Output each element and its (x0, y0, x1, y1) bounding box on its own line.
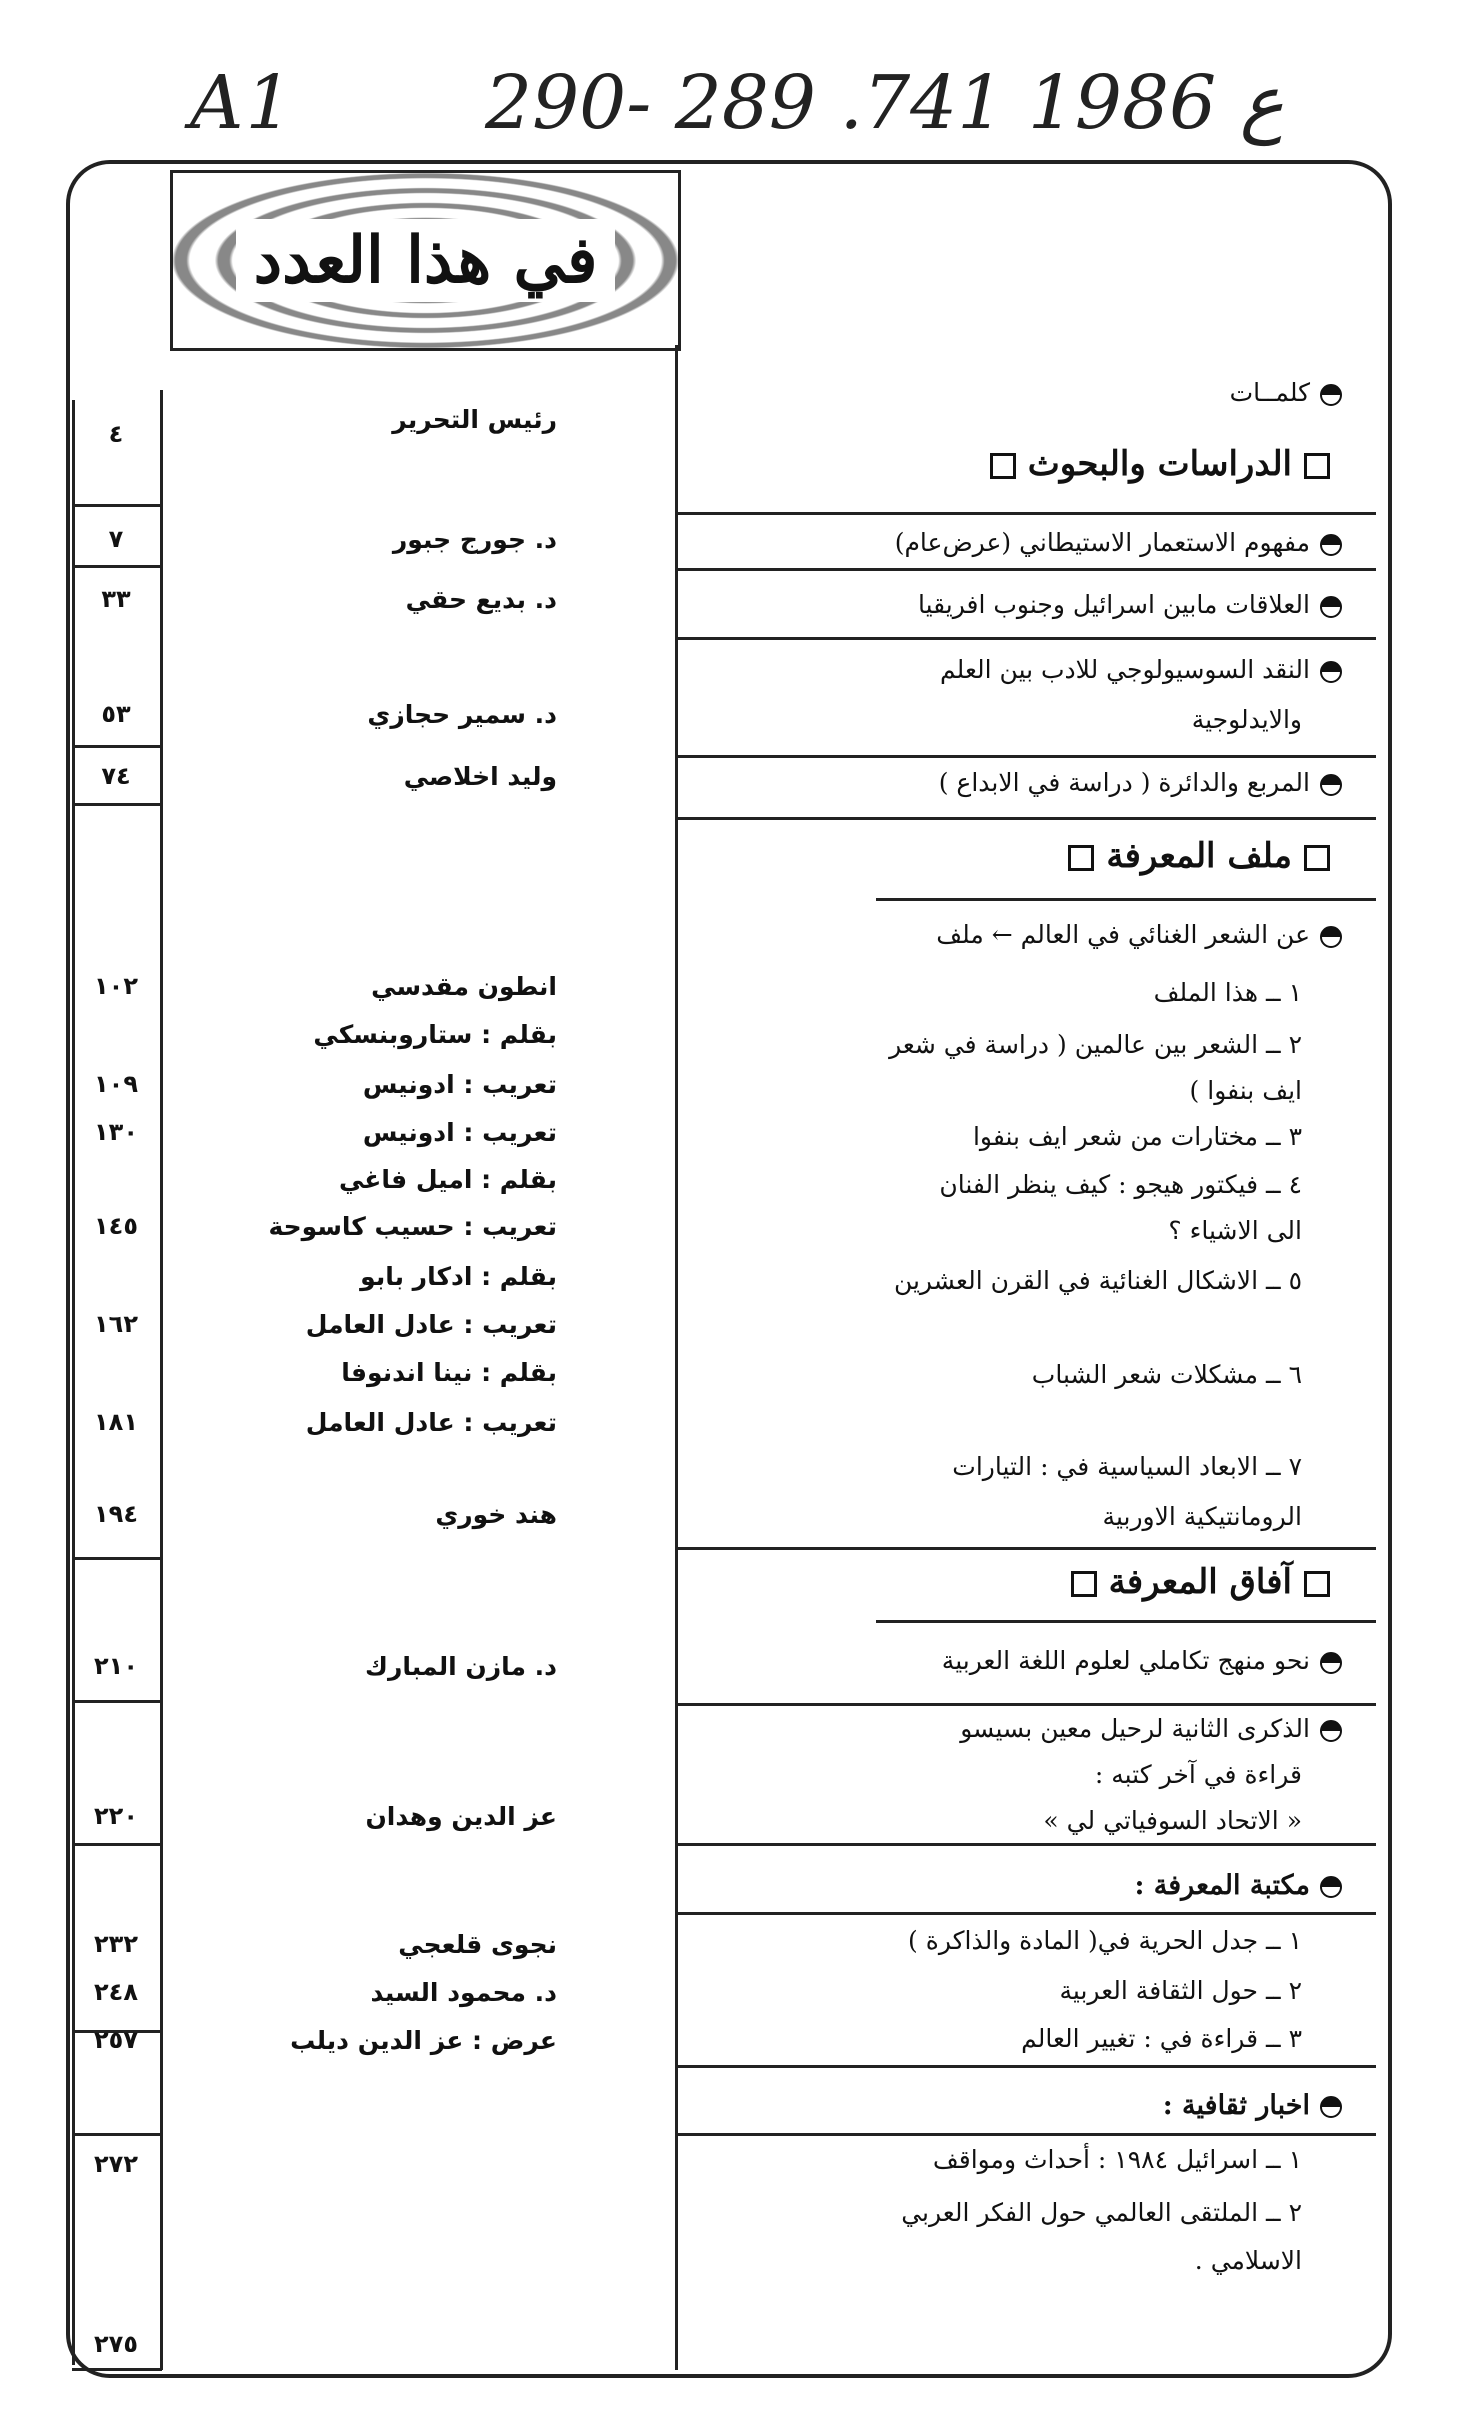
toc-title: الرومانتيكية الاوربية (1102, 1502, 1302, 1531)
toc-item-cont (1168, 1216, 1302, 1245)
author: بقلم : ادكار بابو (360, 1262, 557, 1291)
toc-title: ١ ــ هذا الملف (1153, 978, 1302, 1007)
page-number: ٣٣ (101, 585, 131, 613)
toc-item (942, 1646, 1342, 1675)
section-label: مكتبة المعرفة : (1134, 1870, 1310, 1901)
author: تعريب : عادل العامل (305, 1310, 557, 1339)
toc-item (901, 2198, 1302, 2227)
author: د. محمود السيد (370, 1978, 557, 2007)
bullet-icon (1320, 2096, 1342, 2118)
page-number: ٥٣ (101, 700, 131, 728)
bullet-icon (1320, 596, 1342, 618)
toc-title: الى الاشياء ؟ (1168, 1216, 1302, 1245)
separator (676, 2065, 1376, 2068)
bullet-icon (1320, 661, 1342, 683)
checkbox-icon (1071, 1571, 1097, 1597)
toc-title: نحو منهج تكاملي لعلوم اللغة العربية (941, 1646, 1310, 1675)
toc-title: الذكرى الثانية لرحيل معين بسيسو (960, 1714, 1310, 1743)
toc-item (908, 1926, 1302, 1955)
toc-title: النقد السوسيولوجي للادب بين العلم (940, 655, 1310, 684)
bullet-icon (1320, 1876, 1342, 1898)
author: د. جورج جبور (392, 525, 557, 554)
handwritten-code-right: 290- 289 .ع 1986 741 (485, 60, 1284, 146)
author: تعريب : ادونيس (362, 1118, 557, 1147)
page-number: ٢٤٨ (94, 1978, 138, 2006)
toc-title: « الاتحاد السوفياتي لي » (1043, 1806, 1302, 1835)
toc-title: عن الشعر الغنائي في العالم ← ملف (936, 920, 1310, 949)
bullet-icon (1320, 384, 1342, 406)
section-maktaba (1134, 1870, 1342, 1901)
page-number: ١٠٩ (94, 1070, 138, 1098)
author: د. بديع حقي (405, 585, 557, 614)
toc-title: ايف بنفوا ) (1189, 1076, 1302, 1105)
page-separator (72, 1843, 162, 1846)
author: بقلم : نينا اندنوفا (341, 1358, 557, 1387)
section-malaf (1056, 836, 1342, 876)
toc-item (973, 1122, 1302, 1151)
page-separator (72, 504, 162, 507)
bullet-icon (1320, 926, 1342, 948)
toc-title: ٦ ــ مشكلات شعر الشباب (1031, 1360, 1302, 1389)
section-label: كلمــات (1229, 378, 1310, 407)
page-number: ١٠٢ (94, 972, 138, 1000)
checkbox-icon (1304, 1571, 1330, 1597)
toc-item (1154, 978, 1302, 1007)
checkbox-icon (1068, 845, 1094, 871)
toc-title: ٣ ــ مختارات من شعر ايف بنفوا (972, 1122, 1302, 1151)
toc-title: قراءة في آخر كتبه : (1094, 1760, 1302, 1789)
divider-pages-left (72, 400, 75, 2365)
section-label: الدراسات والبحوث (1027, 444, 1292, 484)
toc-title: ٢ ــ حول الثقافة العربية (1059, 1976, 1302, 2005)
checkbox-icon (1304, 453, 1330, 479)
toc-item-cont (1192, 705, 1302, 734)
separator (876, 1620, 1376, 1623)
toc-item (889, 1030, 1302, 1059)
page-number: ٢٥٧ (94, 2026, 138, 2054)
toc-item (936, 920, 1342, 949)
page-number: ٧ (108, 525, 124, 553)
toc-title: ٥ ــ الاشكال الغنائية في القرن العشرين (893, 1266, 1302, 1295)
bullet-icon (1320, 774, 1342, 796)
toc-item-cont (1190, 1076, 1302, 1105)
page-separator (72, 565, 162, 568)
page-number: ١٤٥ (94, 1212, 138, 1240)
toc-title: مفهوم الاستعمار الاستيطاني (عرض‌عام) (894, 528, 1310, 557)
section-akhbar (1163, 2090, 1342, 2121)
toc-title: ٢ ــ الملتقى العالمي حول الفكر العربي (901, 2198, 1302, 2227)
bullet-icon (1320, 1720, 1342, 1742)
toc-item (952, 1452, 1302, 1481)
page-number: ١٨١ (94, 1408, 138, 1436)
bullet-icon (1320, 534, 1342, 556)
page-separator (72, 1700, 162, 1703)
toc-item-cont (1103, 1502, 1302, 1531)
divider-authors-pages (160, 390, 163, 2370)
toc-item (894, 1266, 1302, 1295)
author: تعريب : ادونيس (362, 1070, 557, 1099)
separator (676, 1843, 1376, 1846)
section-dirasat (978, 444, 1342, 484)
toc-item-cont (1043, 1806, 1302, 1835)
page-number: ٧٤ (101, 762, 131, 790)
page-number: ١٩٤ (94, 1500, 138, 1528)
page-number: ٢٣٢ (94, 1930, 138, 1958)
page-separator (72, 2133, 162, 2136)
page-title: في هذا العدد (236, 219, 616, 302)
toc-item-cont (1095, 1760, 1302, 1789)
toc-item (1060, 1976, 1302, 2005)
separator (676, 568, 1376, 571)
toc-title: ١ ــ جدل الحرية في( المادة والذاكرة ) (908, 1926, 1302, 1955)
section-kalimat (1230, 378, 1342, 407)
author: هند خوري (435, 1500, 557, 1529)
author: رئيس التحرير (392, 405, 557, 434)
author: تعريب : حسيب كاسوحة (268, 1212, 557, 1241)
author: عز الدين وهدان (365, 1802, 557, 1831)
page-separator (72, 803, 162, 806)
separator (676, 1547, 1376, 1550)
page-number: ٢٧٥ (94, 2330, 138, 2358)
toc-item (960, 1714, 1342, 1743)
page-number: ٢٧٢ (94, 2150, 138, 2178)
checkbox-icon (990, 453, 1016, 479)
author: بقلم : ستاروبنسكي (313, 1020, 557, 1049)
page-number: ١٣٠ (94, 1118, 138, 1146)
page-separator (72, 2368, 162, 2371)
checkbox-icon (1304, 845, 1330, 871)
author: د. مازن المبارك (365, 1652, 557, 1681)
section-label: اخبار ثقافية : (1162, 2090, 1310, 2121)
separator (676, 1703, 1376, 1706)
toc-item (939, 768, 1342, 797)
author: انطون مقدسي (371, 972, 557, 1001)
author: د. سمير حجازي (367, 700, 557, 729)
section-label: آفاق المعرفة (1108, 1562, 1292, 1602)
toc-item (918, 590, 1342, 619)
author: نجوى قلعجي (398, 1930, 557, 1959)
toc-title: الاسلامي . (1194, 2246, 1302, 2275)
author: تعريب : عادل العامل (305, 1408, 557, 1437)
page-number: ٤ (108, 420, 124, 448)
page-number: ١٦٢ (94, 1310, 138, 1338)
title-box (170, 170, 681, 351)
toc-item (1021, 2024, 1302, 2053)
separator (676, 755, 1376, 758)
separator (676, 637, 1376, 640)
toc-item-cont (1195, 2246, 1302, 2275)
toc-title: ٤ ــ فيكتور هيجو : كيف ينظر الفنان (939, 1170, 1302, 1199)
bullet-icon (1320, 1652, 1342, 1674)
toc-item (940, 655, 1342, 684)
toc-title: المربع والدائرة ( دراسة في الابداع ) (938, 768, 1310, 797)
separator (676, 817, 1376, 820)
page-separator (72, 745, 162, 748)
author: عرض : عز الدين ديلب (290, 2026, 557, 2055)
section-afaq (1059, 1562, 1342, 1602)
separator (676, 512, 1376, 515)
toc-title: ٣ ــ قراءة في : تغيير العالم (1021, 2024, 1302, 2053)
toc-item (939, 1170, 1302, 1199)
handwritten-code-left: A1 (190, 60, 295, 146)
separator (876, 898, 1376, 901)
page-number: ٢١٠ (94, 1652, 138, 1680)
toc-item (895, 528, 1342, 557)
toc-title: ٧ ــ الابعاد السياسية في : التيارات (952, 1452, 1302, 1481)
toc-title: ١ ــ اسرائيل ١٩٨٤ : أحداث ومواقف (932, 2145, 1302, 2174)
section-label: ملف المعرفة (1106, 836, 1292, 876)
page-number: ٢٢٠ (94, 1802, 138, 1830)
separator (676, 2133, 1376, 2136)
toc-item (1032, 1360, 1302, 1389)
toc-item (933, 2145, 1302, 2174)
toc-title: ٢ ــ الشعر بين عالمين ( دراسة في شعر (889, 1030, 1302, 1059)
author: وليد اخلاصي (403, 762, 557, 791)
page-separator (72, 1557, 162, 1560)
author: بقلم : اميل فاغي (339, 1165, 557, 1194)
toc-title: والايدلوجية (1191, 705, 1302, 734)
toc-title: العلاقات مابين اسرائيل وجنوب افريقيا (917, 590, 1310, 619)
separator (676, 1912, 1376, 1915)
